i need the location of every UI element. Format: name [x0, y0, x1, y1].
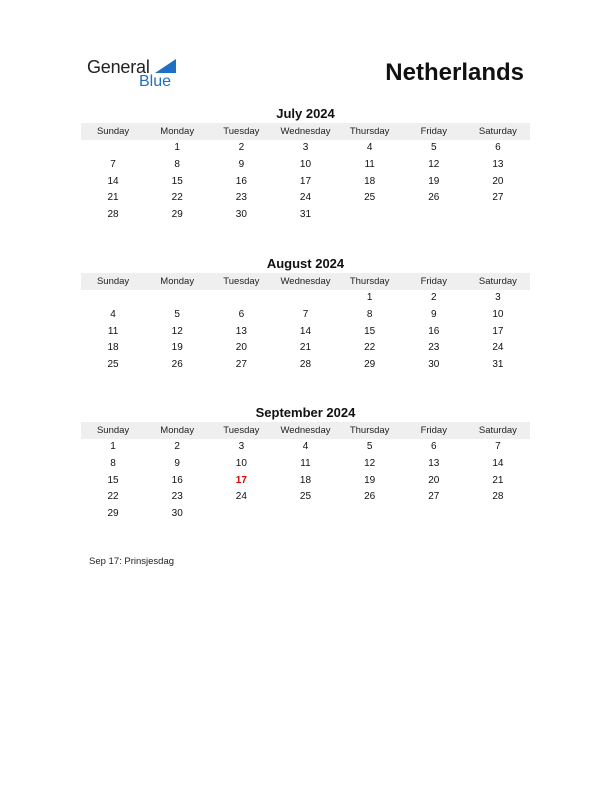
day-cell: 2 [430, 292, 437, 303]
day-cell: 20 [492, 175, 504, 187]
day-cell: 6 [238, 308, 245, 320]
week-row [81, 190, 530, 207]
week-row [81, 324, 530, 341]
day-cell: 31 [492, 359, 504, 371]
day-cell: 1 [366, 292, 373, 303]
day-cell: 7 [110, 158, 116, 170]
month-title: September 2024 [255, 405, 356, 420]
day-cell [145, 290, 209, 307]
day-cell: 24 [235, 491, 247, 503]
day-cell [338, 207, 402, 224]
week-row [81, 140, 530, 157]
day-cell: 11 [364, 158, 375, 170]
day-cell: 17 [492, 325, 504, 337]
day-cell: 30 [171, 508, 183, 520]
day-cell: 18 [299, 474, 312, 486]
holiday-day-cell: 17 [235, 474, 247, 486]
day-cell: 21 [107, 192, 119, 204]
day-cell: 24 [492, 342, 504, 354]
week-row [81, 207, 530, 224]
day-cell: 4 [366, 142, 373, 153]
day-cell: 15 [364, 325, 376, 337]
weekday-label: Saturday [478, 126, 517, 137]
day-cell: 26 [428, 192, 440, 204]
day-cell [209, 290, 273, 307]
day-cell: 23 [235, 192, 247, 204]
day-cell: 10 [299, 158, 312, 170]
weekday-label: Friday [420, 276, 447, 287]
day-cell: 30 [428, 359, 440, 371]
day-cell: 27 [235, 359, 247, 371]
day-cell: 5 [430, 142, 437, 153]
day-cell: 25 [107, 359, 119, 371]
day-cell: 28 [107, 209, 119, 221]
week-row [81, 290, 530, 307]
week-row [81, 357, 530, 374]
brand-logo [87, 57, 197, 93]
logo-triangle-icon [155, 59, 176, 73]
day-cell: 10 [492, 308, 504, 320]
day-cell: 12 [364, 457, 376, 469]
month-august [81, 255, 530, 374]
day-cell: 3 [238, 441, 245, 452]
day-cell: 22 [364, 342, 376, 354]
day-cell [402, 207, 466, 224]
day-cell: 14 [299, 325, 312, 337]
day-cell: 6 [430, 441, 437, 452]
country-title: Netherlands [385, 59, 524, 86]
weekday-label: Saturday [478, 425, 517, 436]
day-cell [81, 290, 145, 307]
day-cell: 29 [171, 209, 183, 221]
day-cell: 19 [428, 175, 440, 187]
logo-blue-text: Blue [139, 73, 172, 90]
day-cell: 13 [235, 325, 247, 337]
day-cell [338, 506, 402, 523]
weekday-label: Thursday [349, 276, 390, 287]
holiday-notes [89, 556, 174, 567]
day-cell: 6 [495, 142, 501, 153]
weekday-label: Monday [160, 276, 195, 287]
weekday-label: Sunday [96, 425, 130, 436]
day-cell: 29 [107, 508, 119, 520]
day-cell: 7 [302, 308, 309, 320]
day-cell: 20 [428, 474, 440, 486]
weekday-label: Friday [420, 425, 447, 436]
day-cell: 4 [302, 441, 309, 452]
day-cell: 5 [174, 308, 180, 320]
month-title: July 2024 [276, 106, 335, 121]
weekday-label: Friday [420, 126, 447, 137]
day-cell: 16 [171, 474, 183, 486]
day-cell: 16 [235, 175, 247, 187]
day-cell: 9 [430, 308, 437, 320]
day-cell [273, 290, 337, 307]
day-cell: 15 [107, 474, 119, 486]
day-cell [81, 140, 145, 157]
day-cell [209, 506, 273, 523]
weekday-header [81, 123, 530, 140]
day-cell: 19 [364, 474, 376, 486]
week-row [81, 506, 530, 523]
day-cell: 22 [107, 491, 119, 503]
day-cell: 25 [299, 491, 312, 503]
day-cell: 12 [171, 325, 183, 337]
day-cell: 11 [300, 457, 311, 469]
month-title: August 2024 [266, 256, 345, 271]
day-cell: 9 [238, 158, 245, 170]
day-cell: 12 [428, 158, 440, 170]
day-cell: 22 [171, 192, 183, 204]
day-cell [402, 506, 466, 523]
day-cell: 26 [364, 491, 376, 503]
day-cell: 28 [299, 359, 312, 371]
weekday-label: Tuesday [223, 126, 260, 137]
day-cell: 2 [238, 142, 245, 153]
weekday-label: Saturday [478, 276, 517, 287]
day-cell: 30 [235, 209, 247, 221]
holiday-note: Sep 17: Prinsjesdag [89, 556, 175, 567]
weekday-label: Thursday [349, 126, 390, 137]
day-cell: 13 [428, 457, 440, 469]
week-row [81, 157, 530, 174]
week-row [81, 473, 530, 490]
day-cell: 10 [235, 457, 247, 469]
day-cell: 5 [366, 441, 373, 452]
day-cell: 17 [299, 175, 312, 187]
week-row [81, 456, 530, 473]
weekday-label: Monday [160, 425, 195, 436]
day-cell: 9 [174, 457, 180, 469]
week-row [81, 439, 530, 456]
weekday-label: Sunday [96, 126, 130, 137]
day-cell: 3 [495, 292, 501, 303]
day-cell [466, 506, 530, 523]
day-cell: 14 [492, 457, 504, 469]
weekday-label: Tuesday [223, 276, 260, 287]
weekday-label: Wednesday [280, 126, 331, 137]
day-cell: 16 [428, 325, 440, 337]
day-cell: 19 [171, 342, 183, 354]
day-cell: 11 [107, 325, 119, 337]
week-row [81, 489, 530, 506]
day-cell: 28 [492, 491, 504, 503]
weekday-label: Sunday [96, 276, 130, 287]
day-cell: 25 [364, 192, 376, 204]
week-row [81, 340, 530, 357]
day-cell [273, 506, 337, 523]
day-cell: 1 [110, 441, 116, 452]
logo-general-text: General [87, 57, 150, 77]
day-cell: 23 [171, 491, 183, 503]
day-cell: 18 [364, 175, 376, 187]
weekday-label: Monday [160, 126, 195, 137]
month-july [81, 105, 530, 224]
day-cell: 18 [107, 342, 119, 354]
day-cell: 3 [302, 142, 309, 153]
day-cell: 27 [428, 491, 440, 503]
day-cell: 14 [107, 175, 119, 187]
day-cell: 2 [174, 441, 180, 452]
weekday-label: Wednesday [280, 425, 331, 436]
day-cell: 1 [174, 142, 180, 153]
day-cell: 7 [495, 441, 501, 452]
day-cell: 20 [235, 342, 247, 354]
day-cell: 13 [492, 158, 504, 170]
day-cell: 8 [110, 457, 116, 469]
day-cell: 8 [174, 158, 180, 170]
day-cell: 21 [492, 474, 504, 486]
day-cell: 29 [364, 359, 376, 371]
day-cell: 15 [171, 175, 183, 187]
weekday-label: Thursday [349, 425, 390, 436]
weekday-label: Tuesday [223, 425, 260, 436]
day-cell: 27 [492, 192, 504, 204]
day-cell: 21 [299, 342, 312, 354]
day-cell: 8 [366, 308, 373, 320]
weekday-header [81, 273, 530, 290]
day-cell: 24 [299, 192, 312, 204]
weekday-label: Wednesday [280, 276, 331, 287]
week-row [81, 307, 530, 324]
day-cell: 4 [110, 308, 116, 320]
month-september [81, 404, 530, 523]
day-cell [466, 207, 530, 224]
day-cell: 26 [171, 359, 183, 371]
day-cell: 31 [299, 209, 312, 221]
day-cell: 23 [428, 342, 440, 354]
week-row [81, 174, 530, 191]
weekday-header [81, 422, 530, 439]
